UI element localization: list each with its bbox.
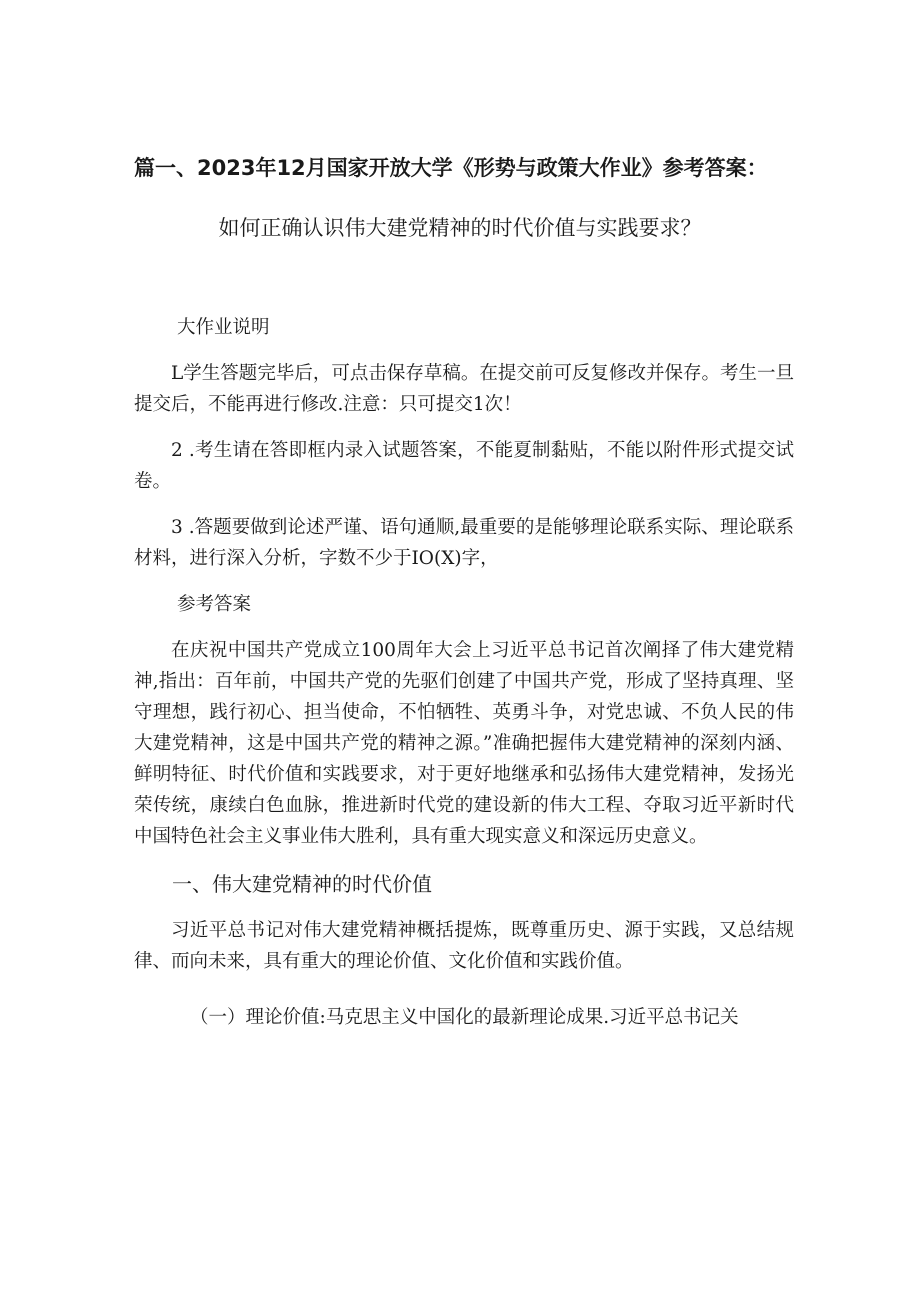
instruction-item-2: 2 .考生请在答即框内录入试题答案，不能夏制黏贴，不能以附件形式提交试卷。 [134,440,794,492]
section-heading: 一、伟大建党精神的时代价值 [172,872,432,896]
document-subtitle: 如何正确认识伟大建党精神的时代价值与实践要求？ [218,216,702,240]
instruction-item-1: L学生答题完毕后，可点击保存草稿。在提交前可反复修改并保存。考生一旦提交后，不能再进行修改.注意：只可提交1次！ [134,363,794,415]
subsection-line: （一）理论价值:马克思主义中国化的最新理论成果.习近平总书记关 [190,1007,739,1028]
instruction-item-3: 3 .答题要做到论述严谨、语句通顺,最重要的是能够理论联系实际、理论联系材料，进行深入分析，字数不少于IO(X)字， [134,517,794,569]
answer-heading: 参考答案 [177,594,252,615]
section-paragraph: 习近平总书记对伟大建党精神概括提炼，既尊重历史、源于实践，又总结规律、而向未来，具有重大的理论价值、文化价值和实践价值。 [134,920,794,972]
answer-intro-paragraph: 在庆祝中国共产党成立100周年大会上习近平总书记首次阐择了伟大建党精神,指出：百年前，中国共产党的先驱们创建了中国共产党，形成了坚持真理、坚守理想，践行初心、担当使命，不怕牺牲、英勇斗争，对党忠诚、不负人民的伟大建党精神，这是中国共产党的精神之源。”准确把握伟大建党精神的深刻内涵、鲜明特征、时代价值和实践要求，对于更好地继承和弘扬伟大建党精神，发扬光荣传统，康续白色血脉，推进新时代党的建设新的伟大工程、夺取习近平新时代中国特色社会主义事业伟大胜利，具有重大现实意义和深远历史意义。 [134,640,794,847]
document-title: 篇一、2023年12月国家开放大学《形势与政策大作业》参考答案： [134,156,768,180]
instructions-heading: 大作业说明 [177,317,270,338]
document-body [134,312,794,1033]
